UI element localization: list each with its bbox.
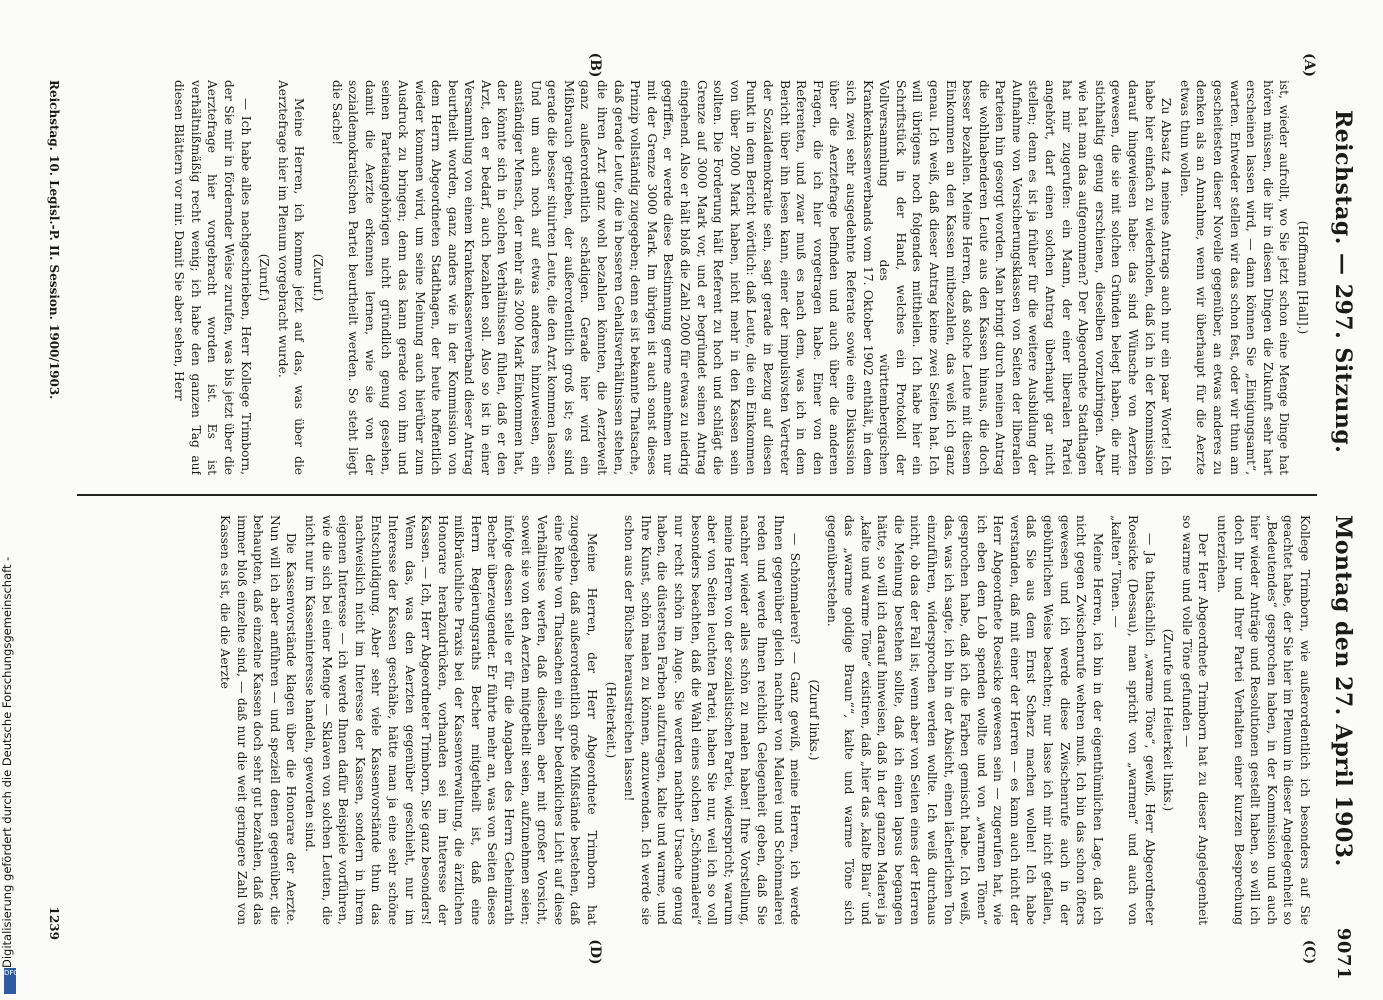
margin-marker-c: (C) [1301,939,1317,965]
margin-marker-d: (D) [587,939,603,965]
page-number: 9071 [1333,927,1354,980]
paragraph: — Ich habe alles nachgeschrieben, Herr Kollege Trimborn, der Sie mir in fördernder Weise zurufen, was bis jetzt über die Aerztefrage hier vorgebracht worden ist. Es ist verhältnißmäßig recht wenig; ich habe den ganzen Tag auf diesen Blättern vor mir. Damit Sie aber sehen, Herr [172,80,253,475]
running-header-left: Reichstag. — 297. Sitzung. [1330,110,1356,454]
right-text-column [63,515,1313,925]
running-header-right: Montag den 27. April 1903. [1330,515,1356,867]
footer-page-number: 1239 [47,906,61,940]
digitisation-note [0,0,40,1000]
paragraph: Zu Absatz 4 meines Antrags auch nur ein paar Worte! Ich habe hier einfach zu wiederholen, daß ich in der Kommission darauf hingewiesen habe: das sind Wünsche von Aerzten gewesen, die sie mit solchen Gründen belegt haben, die mir stichhaltig genug erschienen, dieselben vorzubringen. Aber wie hat man das aufgenommen? Der Abgeordnete Stadthagen hat mir zugerufen: ein Mann, der einer liberalen Partei angehört, darf einen solchen Antrag überhaupt gar nicht stellen; denn es ist ja früher für die weitere Ausbildung der Aufnahme von Versicherungsklassen von Seiten der liberalen Parteien hin gesorgt worden. Man bringt durch meinen Antrag die wohlhabenderen Leute aus den Kassen hinaus, die doch besser bezahlen. Meine Herren, daß solche Leute mit diesem Einkommen an den Kassen mitbezahlen, das weiß ich ganz genau. Ich weiß, daß dieser Antrag keine zwei Seiten hat. Ich will übrigens noch folgendes mittheilen. Ich habe hier ein Schriftstück in der Hand, welches ein Protokoll der Vollversammlung des württembergischen Krankenkassenverbands vom 17. Oktober 1902 enthält, in dem sich zwei sehr ausgedehnte Referate sowie eine Diskussion über die Aerztefrage befinden und auch über die anderen Fragen, die ich hier vorgetragen habe. Einer von den Referenten, und zwar muß es nach dem, was ich in dem Bericht über ihn lesen kann, einer der impulsivsten Vertreter der Sozialdemokratie sein, sagt gerade in Bezug auf diesen Punkt in dem Bericht wörtlich: daß Leute, die ein Einkommen von über 2000 Mark haben, nicht mehr in den Kassen sein sollten. Die Forderung hält Referent zu hoch und schlägt die Grenze auf 3000 Mark vor, und er begründet seinen Antrag eingehend. Also er hält bloß die Zahl 2000 für etwas zu niedrig gegriffen, er werde diese Bestimmung gerne annehmen nur mit der Grenze 3000 Mark. Im übrigen ist auch sonst dieses Prinzip vollständig zugegeben; denn es ist bekannte Thatsache, daß gerade Leute, die in besseren Gehaltsverhältnissen stehen, die ihren Arzt ganz wohl bezahlen könnten, die Aerztewelt ganz außerordentlich schädigen. Gerade hier wird ein Mißbrauch getrieben, der außerordentlich groß ist; es sind gerade die besser situirten Leute, die den Arzt kommen lassen. Und um auch noch auf etwas anderes hinzuweisen, ein anständiger Mensch, der mehr als 2000 Mark Einkommen hat, der könnte sich in solchen Verhältnissen fühlen, daß er den Arzt, den er bedarf, auch bezahlen soll. Also so ist in einer Versammlung von einem Krankenkassenverband dieser Antrag beurtheilt worden, ganz anders wie in der Kommission von dem Herrn Abgeordneten Stadthagen, der heute hoffentlich wieder kommen wird, um seine Meinung auch hierüber zum Ausdruck zu bringen; denn das kann gerade von ihm und seinen Parteiangehörigen nicht gründlich genug gesehen, damit die Aerzte erkennen lernen, wie sie von der sozialdemokratischen Partei beurtheilt werden. So steht liegt die Sache! [329,80,1174,475]
dfg-funding-text: Digitalisierung gefördert durch die Deutsche Forschungsgemeinschaft - [0,556,14,968]
paragraph: Kollege Trimborn, wie außerordentlich ich besonders auf Sie geachtet habe, der Sie hier im Plenum in dieser Angelegenheit so „Bedeutendes“ gesprochen haben, in der Kommission und auch hier wieder Anträge und Resolutionen gestellt haben, so will ich doch Ihr und Ihrer Partei Verhalten einer kurzen Besprechung unterziehen. [1215,515,1312,925]
paragraph: — Ja thatsächlich „warme Töne“, gewiß, Herr Abgeordneter Roesicke (Dessau), man spricht von „warmen“ und auch von „kalten“ Tönen. — [1109,515,1157,925]
paragraph: Der Herr Abgeordnete Trimborn hat zu dieser Angelegenheit so warme und volle Töne gefunden — [1179,515,1211,925]
margin-marker-a: (A) [1301,52,1317,78]
interjection: (Zuruf links.) [806,679,821,761]
footer-source: Reichstag. 10. Legisl.-P. II. Session. 1900/1903. [47,80,61,400]
paragraph: — Schönmalerei? — Ganz gewiß, meine Herren, ich werde Ihnen gegenüber gleich nachher von Malerei und Schönmalerei reden und werde Ihnen reichlich Gelegenheit geben, daß Sie nachher wieder alles schön zu malen haben! Ihre Vorstellung, meine Herren von der sozialistischen Partei, widerspricht; warum aber von Seiten leuchten Partei, haben Sie nur, weil ich so voll besonders beachten, daß die Wahl eines solchen „Schönmalerei“ nur recht schön im Auge. Sie werden nachher Ursache genug haben, die düstersten Farben aufzutragen, kalte und warme, und Ihre Kunst, schön malen zu können, anzuwenden. Ich werde sie schon aus der Büchse herausstreichen lassen! [622,515,803,925]
left-text-column [63,80,1313,475]
interjection: (Zurufe und Heiterkeit links.) [1161,628,1176,812]
paragraph: Meine Herren, ich komme jetzt auf das, was über die Aerztefrage hier im Plenum vorgebracht wurde. [275,80,307,475]
paragraph: Meine Herren, ich bin in der eigenthümlichen Lage, daß ich nicht gegen Zwischenrufe wehren muß. Ich bin das schon öfters gewesen und ich werde diese Zwischenrufe auch in der gebührlichen Weise beachten; nur lasse ich mir nicht gefallen, daß Sie aus dem Ernst Scherz machen wollen! Ich habe verstanden, daß mit einer der Herren — es kann auch nicht der Herr Abgeordnete Roesicke gewesen sein — zugerufen hat, wie ich eben dem Lob spenden wollte und von „warmen Tönen“ gesprochen habe, daß ich die Farben gemischt habe. Ich weiß, das, was ich sagte, ich bin in der Absicht, einen lächerlichen Ton einzuführen, widersprochen werden wollte. Ich weiß durchaus nicht, ob das der Fall ist; wenn aber von Seiten eines der Herren die Meinung bestehen sollte, daß ich einen lapsus begangen hätte, so will ich darauf hinweisen, daß in der ganzen Malerei ja „kalte und warme Töne“ existiren, daß „hier das „kalte Blau“ und das „warme goldige Braun““, kalte und warme Töne sich gegenüberstehen. [825,515,1105,925]
page-footer [41,80,61,940]
paragraph: Meine Herren, der Herr Abgeordnete Trimborn hat zugegeben, daß außerordentlich große Mißstände bestehen, daß eine Reihe von Thatsachen ein sehr bedenkliches Licht auf diese Verhältnisse werfen, daß dieselben aber mit großer Vorsicht, soweit sie von den Aerzten mitgetheilt seien, aufzunehmen seien; infolge dessen stelle er für die Angaben des Herrn Geheimrath Becher überzeugender. Er führte mehr an, was von Seiten dieses Herrn Regierungsraths Becher mitgetheilt ist, daß eine mißbräuchliche Praxis bei der Kassenverwaltung, die ärztlichen Honorare herabzudrücken, vorhanden sei im Interesse der Kassen. — Ich, Herr Abgeordneter Trimborn, Sie ganz besonders! Wenn das, was den Aerzten gegenüber geschieht, nur im Interesse der Kassen geschähe, hätte man ja eine sehr schöne Entschuldigung. Aber sehr viele Kassenvorstände thun das nachweislich nicht im Interesse der Kassen, sondern in ihrem eigenen Interesse — ich werde Ihnen dafür Beispiele vorführen, wie die sich bei einer Menge — Sklaven von solchen Leuten, die nicht nur im Kasseninteresse handeln, geworden sind. [302,515,600,925]
paragraph: ist, wieder aufrollt, wo Sie jetzt schon eine Menge Dinge hat hören müssen, die ihr in diesen Dingen die Zukunft sehr hart erscheinen lassen wird, — dann können Sie „Einigungsamt“, warten. Entweder stellen wir das schon fest, oder wir thun am gescheitesten dieser Novelle gegenüber, an etwas anderes zu denken als an Annahme, wenn wir überhaupt für die Aerzte etwas thun wollen. [1177,80,1292,475]
speaker-tag: (Hoffmann [Hall].) [1296,220,1310,335]
dfg-logo-icon: DFG [4,968,16,994]
interjection: (Heiterkeit.) [603,681,618,759]
margin-marker-b: (B) [587,52,603,78]
column-divider [77,494,1317,496]
interjection: (Zuruf.) [257,253,272,302]
interjection: (Zuruf.) [310,253,325,302]
paragraph: Die Kassenvorstände klagen über die Honorare der Aerzte. Nun will ich aber anführen — und speziell denen gegenüber, die behaupten, daß einzelne Kassen doch sehr gut bezahlen, daß das immer bloß einzelne sind, — daß nur die weit geringere Zahl von Kassen es ist, die die Aerzte [218,515,299,925]
